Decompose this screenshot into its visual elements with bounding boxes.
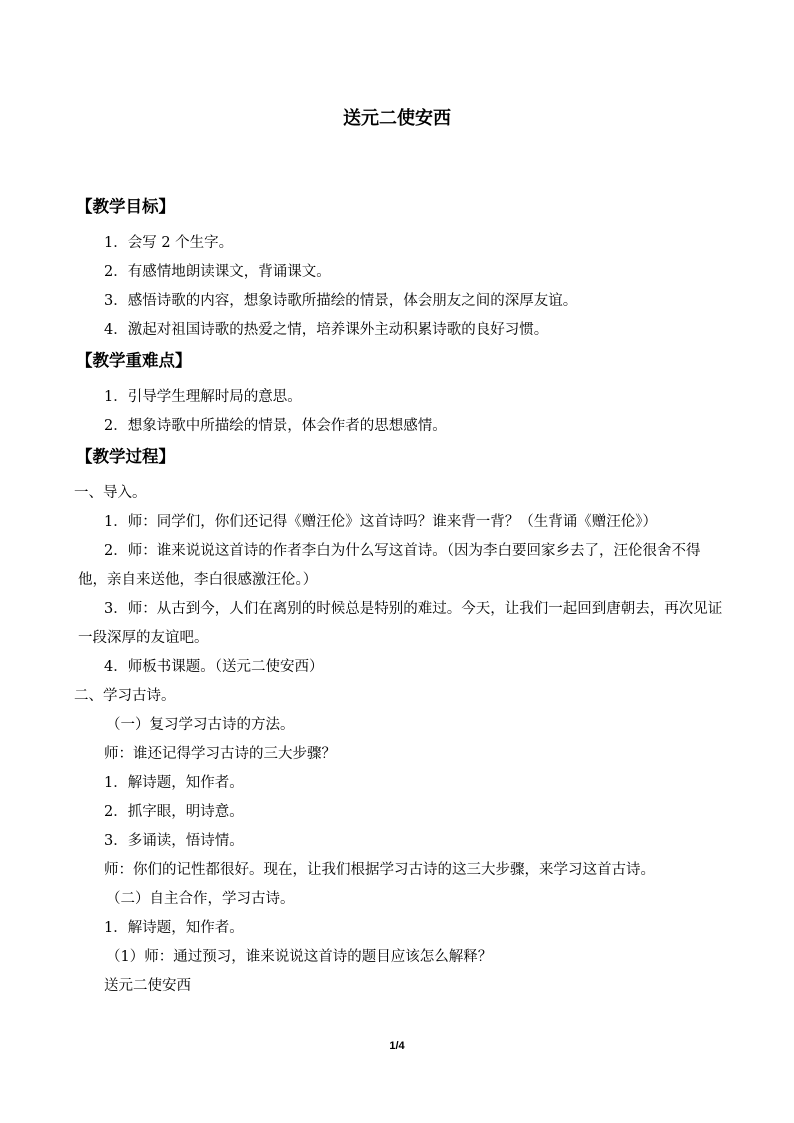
document-body bbox=[74, 191, 728, 1001]
list-item: 1．师：同学们，你们还记得《赠汪伦》这首诗吗？谁来背一背？（生背诵《赠汪伦》） bbox=[104, 514, 657, 530]
list-item: 1．引导学生理解时局的意思。 bbox=[104, 389, 302, 405]
key-points-list bbox=[78, 383, 728, 441]
teacher-question: （1）师：通过预习，谁来说说这首诗的题目应该怎么解释？ bbox=[106, 949, 493, 965]
section-heading-goals: 【教学目标】 bbox=[76, 197, 175, 216]
part-title-study: 二、学习古诗。 bbox=[74, 688, 176, 704]
list-item: 3．师：从古到今，人们在离别的时候总是特别的难过。今天，让我们一起回到唐朝去，再次见证一段深厚的友谊吧。 bbox=[78, 601, 723, 646]
list-item: 3．感悟诗歌的内容，想象诗歌所描绘的情景，体会朋友之间的深厚友谊。 bbox=[104, 293, 578, 309]
page-title: 送元二使安西 bbox=[343, 108, 451, 129]
list-item: 4．激起对祖国诗歌的热爱之情，培养课外主动积累诗歌的良好习惯。 bbox=[104, 322, 549, 338]
list-item: 1．解诗题，知作者。 bbox=[104, 775, 244, 791]
answer-text: 送元二使安西 bbox=[104, 978, 191, 994]
goals-list bbox=[78, 229, 728, 345]
process-section bbox=[74, 479, 728, 1001]
teacher-question: 师：谁还记得学习古诗的三大步骤？ bbox=[104, 746, 336, 762]
subsection-title-self-study: （二）自主合作，学习古诗。 bbox=[106, 891, 295, 907]
part-title-intro: 一、导入。 bbox=[74, 485, 147, 501]
teacher-comment: 师：你们的记性都很好。现在，让我们根据学习古诗的这三大步骤，来学习这首古诗。 bbox=[104, 862, 655, 878]
list-item: 3．多诵读，悟诗情。 bbox=[104, 833, 244, 849]
section-heading-key-points: 【教学重难点】 bbox=[76, 351, 192, 370]
subsection-title-review: （一）复习学习古诗的方法。 bbox=[106, 717, 295, 733]
list-item: 2．抓字眼，明诗意。 bbox=[104, 804, 244, 820]
list-item: 1．解诗题，知作者。 bbox=[104, 920, 244, 936]
list-item: 2．师：谁来说说这首诗的作者李白为什么写这首诗。（因为李白要回家乡去了，汪伦很舍不得他，亲自来送他，李白很感激汪伦。） bbox=[78, 543, 701, 588]
list-item: 4．师板书课题。（送元二使安西） bbox=[104, 659, 324, 675]
list-item: 2．有感情地朗读课文，背诵课文。 bbox=[104, 264, 331, 280]
page-number: 1/4 bbox=[389, 1040, 405, 1052]
list-item: 1．会写 2 个生字。 bbox=[104, 235, 234, 251]
list-item: 2．想象诗歌中所描绘的情景，体会作者的思想感情。 bbox=[104, 418, 447, 434]
section-heading-process: 【教学过程】 bbox=[76, 447, 175, 466]
